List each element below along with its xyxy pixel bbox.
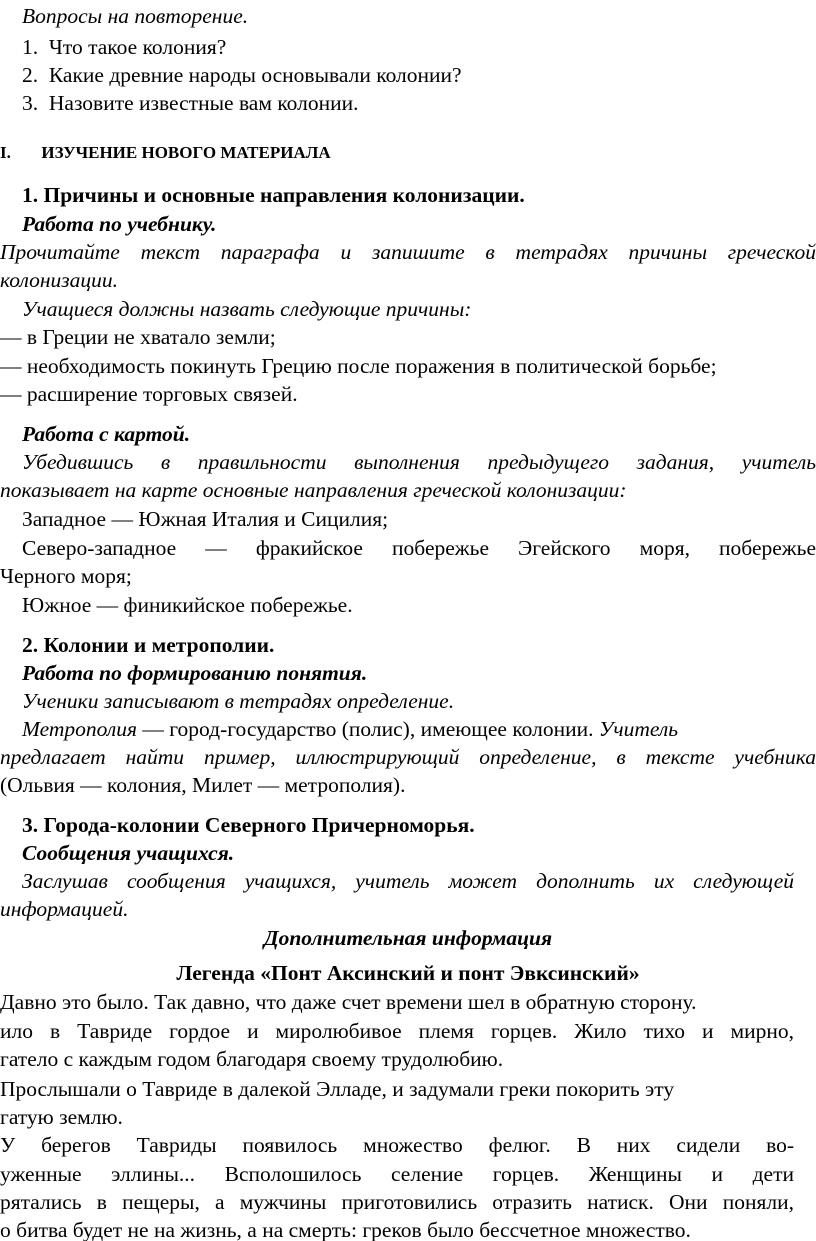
question-number: 2.: [22, 63, 39, 87]
part1-instruction-line-1: Прочитайте текст параграфа и запишите в тетрадях причины греческой: [0, 240, 816, 264]
reason-item-1: — в Греции не хватало земли;: [0, 325, 276, 349]
question-text: Что такое колония?: [48, 35, 227, 59]
part1-instruction-line-2: колонизации.: [0, 268, 119, 292]
extra-info-title: Дополнительная информация: [263, 926, 553, 950]
reason-item-3: — расширение торговых связей.: [0, 382, 298, 406]
review-question-2: [22, 61, 462, 89]
part2-line-1: Ученики записывают в тетрадях определение.: [22, 689, 455, 713]
reason-item-2: — необходимость покинуть Грецию после поражения в политической борьбе;: [0, 354, 717, 378]
part3-line-2: информацией.: [0, 897, 129, 921]
part2-heading: 2. Колонии и метрополии.: [22, 633, 275, 657]
direction-northwest-line-1: Северо-западное — фракийское побережье Эгейского моря, побережье: [22, 536, 816, 560]
part3-heading: 3. Города-колонии Северного Причерноморья.: [22, 813, 475, 837]
part2-example: (Ольвия — колония, Милет — метрополия).: [0, 773, 406, 797]
map-instruction-line-1: Убедившись в правильности выполнения предыдущего задания, учитель: [22, 450, 816, 474]
part1-heading: 1. Причины и основные направления колонизации.: [22, 183, 525, 207]
section-title: ИЗУЧЕНИЕ НОВОГО МАТЕРИАЛА: [41, 143, 331, 162]
legend-line-5: гатую землю.: [0, 1105, 123, 1129]
map-instruction-line-2: показывает на карте основные направления греческой колонизации:: [0, 478, 627, 502]
part2-line-3: предлагает найти пример, иллюстрирующий определение, в тексте учебника: [0, 745, 816, 769]
direction-west: Западное — Южная Италия и Сицилия;: [22, 507, 389, 531]
direction-south: Южное — финикийское побережье.: [22, 593, 353, 617]
part1-task-textbook: Работа по учебнику.: [22, 212, 217, 236]
part3-line-1: Заслушав сообщения учащихся, учитель может дополнить их следующей: [22, 869, 794, 893]
part3-task: Сообщения учащихся.: [22, 841, 235, 865]
direction-northwest-line-2: Черного моря;: [0, 564, 132, 588]
legend-line-2: ило в Тавриде гордое и миролюбивое племя горцев. Жило тихо и мирно,: [0, 1019, 794, 1043]
legend-line-4: Прослышали о Тавриде в далекой Элладе, и задумали греки покорить эту: [0, 1077, 675, 1101]
term-metropolis: Метрополия: [22, 717, 137, 741]
question-number: 3.: [22, 91, 39, 115]
part1-students-note: Учащиеся должны назвать следующие причины:: [22, 297, 472, 321]
legend-line-9: о битва будет не на жизнь, а на смерть: греков было бессчетное множество.: [0, 1218, 691, 1241]
part2-definition: [22, 715, 678, 743]
section-number: I.: [0, 143, 11, 162]
part1-task-map: Работа с картой.: [22, 422, 191, 446]
review-question-3: [22, 89, 359, 117]
question-number: 1.: [22, 35, 39, 59]
legend-line-6: У берегов Тавриды появилось множество фелюг. В них сидели во-: [0, 1133, 794, 1157]
legend-line-8: рятались в пещеры, а мужчины приготовились отразить натиск. Они поняли,: [0, 1190, 794, 1214]
teacher-word: Учитель: [598, 717, 679, 741]
definition-text: — город-государство (полис), имеющее колонии.: [136, 717, 599, 741]
review-question-1: [22, 33, 226, 61]
legend-line-3: гатело с каждым годом благодаря своему трудолюбию.: [0, 1047, 504, 1071]
legend-title: Легенда «Понт Аксинский и понт Эвксинский»: [176, 961, 640, 985]
question-text: Назовите известные вам колонии.: [48, 91, 359, 115]
section-heading: [0, 139, 331, 167]
review-title: Вопросы на повторение.: [22, 4, 249, 28]
legend-line-7: уженные эллины... Всполошилось селение горцев. Женщины и дети: [0, 1162, 794, 1186]
question-text: Какие древние народы основывали колонии?: [48, 63, 462, 87]
legend-line-1: Давно это было. Так давно, что даже счет времени шел в обратную сторону.: [0, 990, 697, 1014]
part2-task: Работа по формированию понятия.: [22, 661, 368, 685]
